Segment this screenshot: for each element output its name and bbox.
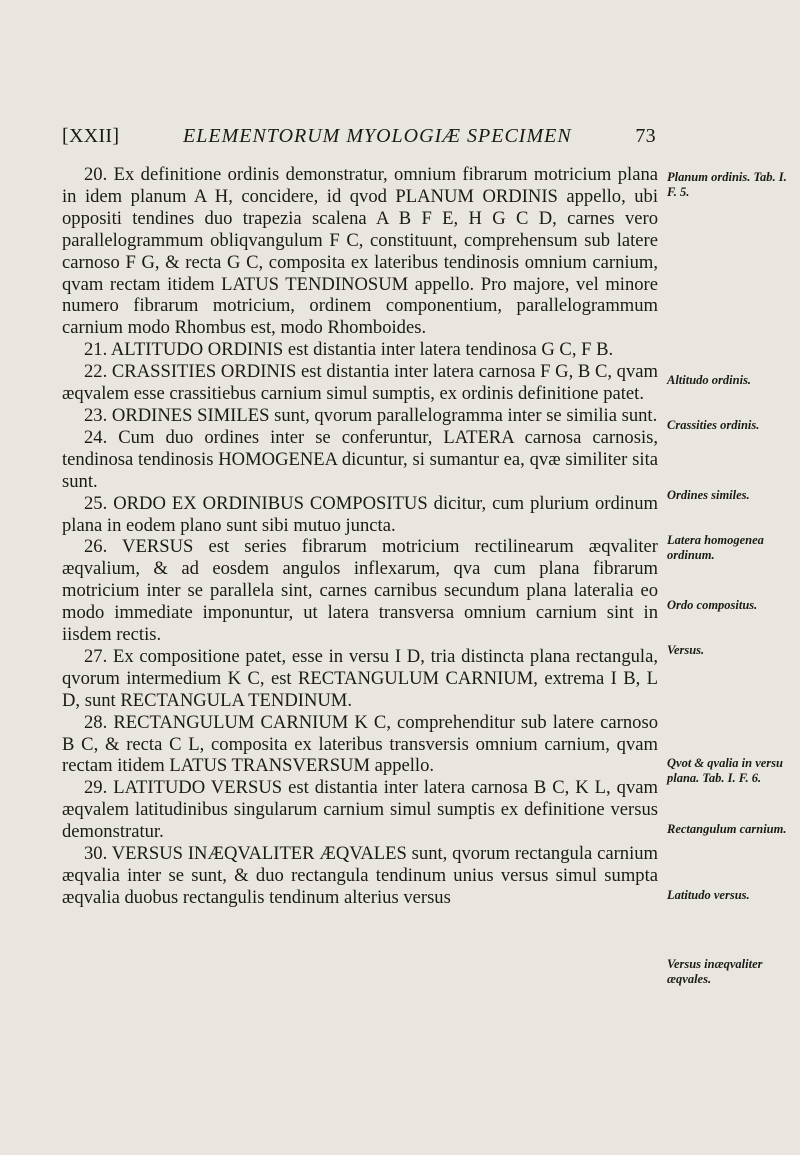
margin-note-versus-inaeqvaliter: Versus inæqvaliter æqvales.	[667, 957, 763, 986]
running-header	[62, 125, 656, 148]
margin-note-planum: Planum ordinis. Tab. I. F. 5.	[667, 170, 787, 199]
margin-note-rectangulum: Rectangulum carnium.	[667, 822, 787, 836]
margin-note-latera-homogenea: Latera homogenea ordinum.	[667, 533, 764, 562]
paragraph-25: 25. ORDO EX ORDINIBUS COMPOSITUS dicitur, cum plurium ordinum plana in eodem plano sunt sibi mutuo juncta.	[62, 492, 658, 536]
paragraph-28: 28. RECTANGULUM CARNIUM K C, comprehenditur sub latere carnoso B C, & recta C L, composita ex lateribus transversis omnium carnium, qvam rectam itidem LATUS TRANSVERSUM appello.	[62, 711, 658, 777]
paragraph-29: 29. LATITUDO VERSUS est distantia inter latera carnosa B C, K L, qvam æqvalem latitudinibus singularum carnium simul sumptis ex definitione versus demonstratur.	[62, 777, 658, 843]
margin-note-versus: Versus.	[667, 643, 705, 657]
paragraph-20: 20. Ex definitione ordinis demonstratur, omnium fibrarum motricium plana in idem planum A H, concidere, id qvod PLANUM ORDINIS appello, ubi oppositi tendines duo trapezia scalena A B F E, H G C D, carnes vero parallelogrammum obliqvangulum F C, constituunt, comprehensum sub latere carnoso F G, & recta G C, composita ex lateribus tendinosis omnium carnium, qvam rectam itidem LATUS TENDINOSUM appello. Pro majore, vel minore numero fibrarum motricium, ordinem componentium, parallelogrammum carnium modo Rhombus est, modo Rhomboides.	[62, 164, 658, 339]
paragraph-27: 27. Ex compositione patet, esse in versu I D, tria distincta plana rectangula, qvorum intermedium K C, est RECTANGULUM CARNIUM, extrema I B, L D, sunt RECTANGULA TENDINUM.	[62, 645, 658, 711]
paragraph-24: 24. Cum duo ordines inter se conferuntur, LATERA carnosa carnosis, tendinosa tendinosis HOMOGENEA dicuntur, si sumantur ea, qvæ similiter sita sunt.	[62, 426, 658, 492]
page-number: 73	[635, 125, 656, 147]
section-marker: [XXII]	[62, 125, 120, 147]
main-text	[62, 164, 658, 909]
paragraph-21: 21. ALTITUDO ORDINIS est distantia inter latera tendinosa G C, F B.	[84, 339, 614, 361]
margin-note-ordines-similes: Ordines similes.	[667, 488, 750, 502]
paragraph-30: 30. VERSUS INÆQVALITER ÆQVALES sunt, qvorum rectangula carnium æqvalia inter se sunt, & duo rectangula tendinum unius versus simul sumpta æqvalia duobus rectangulis tendinum alterius versus	[62, 843, 658, 908]
running-title: ELEMENTORUM MYOLOGIÆ SPECIMEN	[183, 125, 572, 147]
paragraph-22: 22. CRASSITIES ORDINIS est distantia inter latera carnosa F G, B C, qvam æqvalem esse crassitiebus carnium simul sumptis, ex ordinis definitione patet.	[62, 361, 658, 405]
margin-note-altitudo: Altitudo ordinis.	[667, 373, 752, 387]
margin-note-crassities: Crassities ordinis.	[667, 418, 760, 432]
paragraph-26: 26. VERSUS est series fibrarum motricium rectilinearum æqvaliter æqvalium, & ad eosdem angulos inflexarum, qva cum plana fibrarum motricium inter se parallela sint, carnes carnibus secundum plana lateralia eo modo immediate imponuntur, ut latera transversa omnium carnium sint in iisdem rectis.	[62, 536, 658, 646]
margin-note-latitudo: Latitudo versus.	[667, 888, 750, 902]
paragraph-23: 23. ORDINES SIMILES sunt, qvorum parallelogramma inter se similia sunt.	[84, 404, 658, 426]
margin-note-qvot-plana: Qvot & qvalia in versu plana. Tab. I. F. 6.	[667, 756, 783, 785]
margin-note-ordo-compositus: Ordo compositus.	[667, 598, 758, 612]
